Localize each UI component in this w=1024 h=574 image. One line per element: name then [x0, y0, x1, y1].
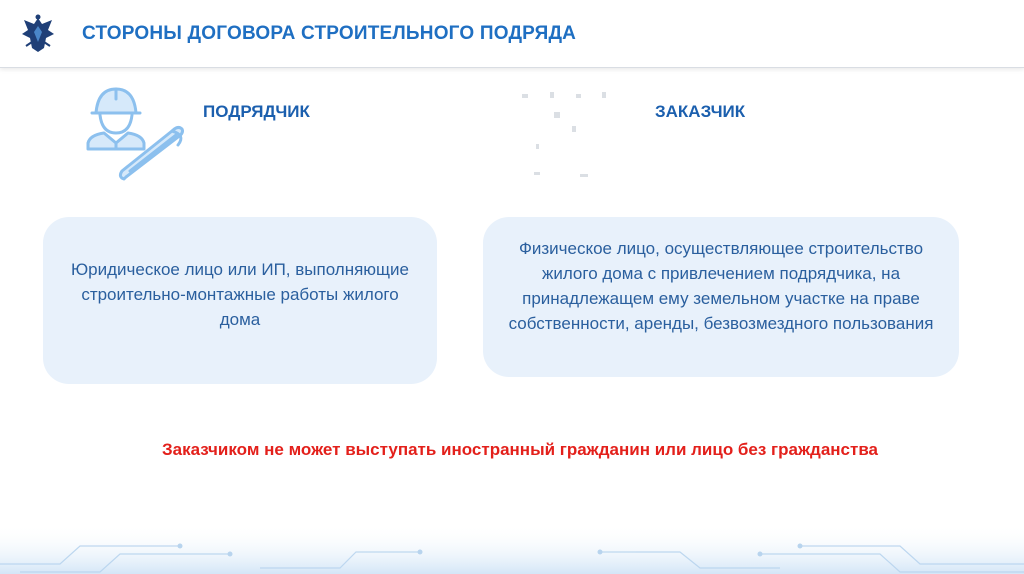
slide-header — [0, 0, 1024, 68]
foreign-citizen-warning: Заказчиком не может выступать иностранный гражданин или лицо без гражданства — [161, 440, 879, 459]
customer-label: ЗАКАЗЧИК — [655, 102, 746, 121]
footer-decoration — [0, 524, 1024, 574]
slide-title: СТОРОНЫ ДОГОВОРА СТРОИТЕЛЬНОГО ПОДРЯДА — [82, 23, 577, 44]
emblem-icon — [18, 12, 58, 56]
construction-worker-icon — [86, 85, 196, 185]
contractor-label: ПОДРЯДЧИК — [203, 102, 310, 121]
customer-description: Физическое лицо, осуществляющее строительство жилого дома с привлечением подрядчика, на принадлежащем ему земельном участке на праве собственности, аренды, безвозмездного пользования — [508, 239, 934, 333]
contractor-description: Юридическое лицо или ИП, выполняющие строительно-монтажные работы жилого дома — [70, 260, 409, 329]
customer-icon — [520, 92, 610, 182]
contractor-description-card — [43, 217, 437, 384]
customer-description-card — [483, 217, 959, 377]
